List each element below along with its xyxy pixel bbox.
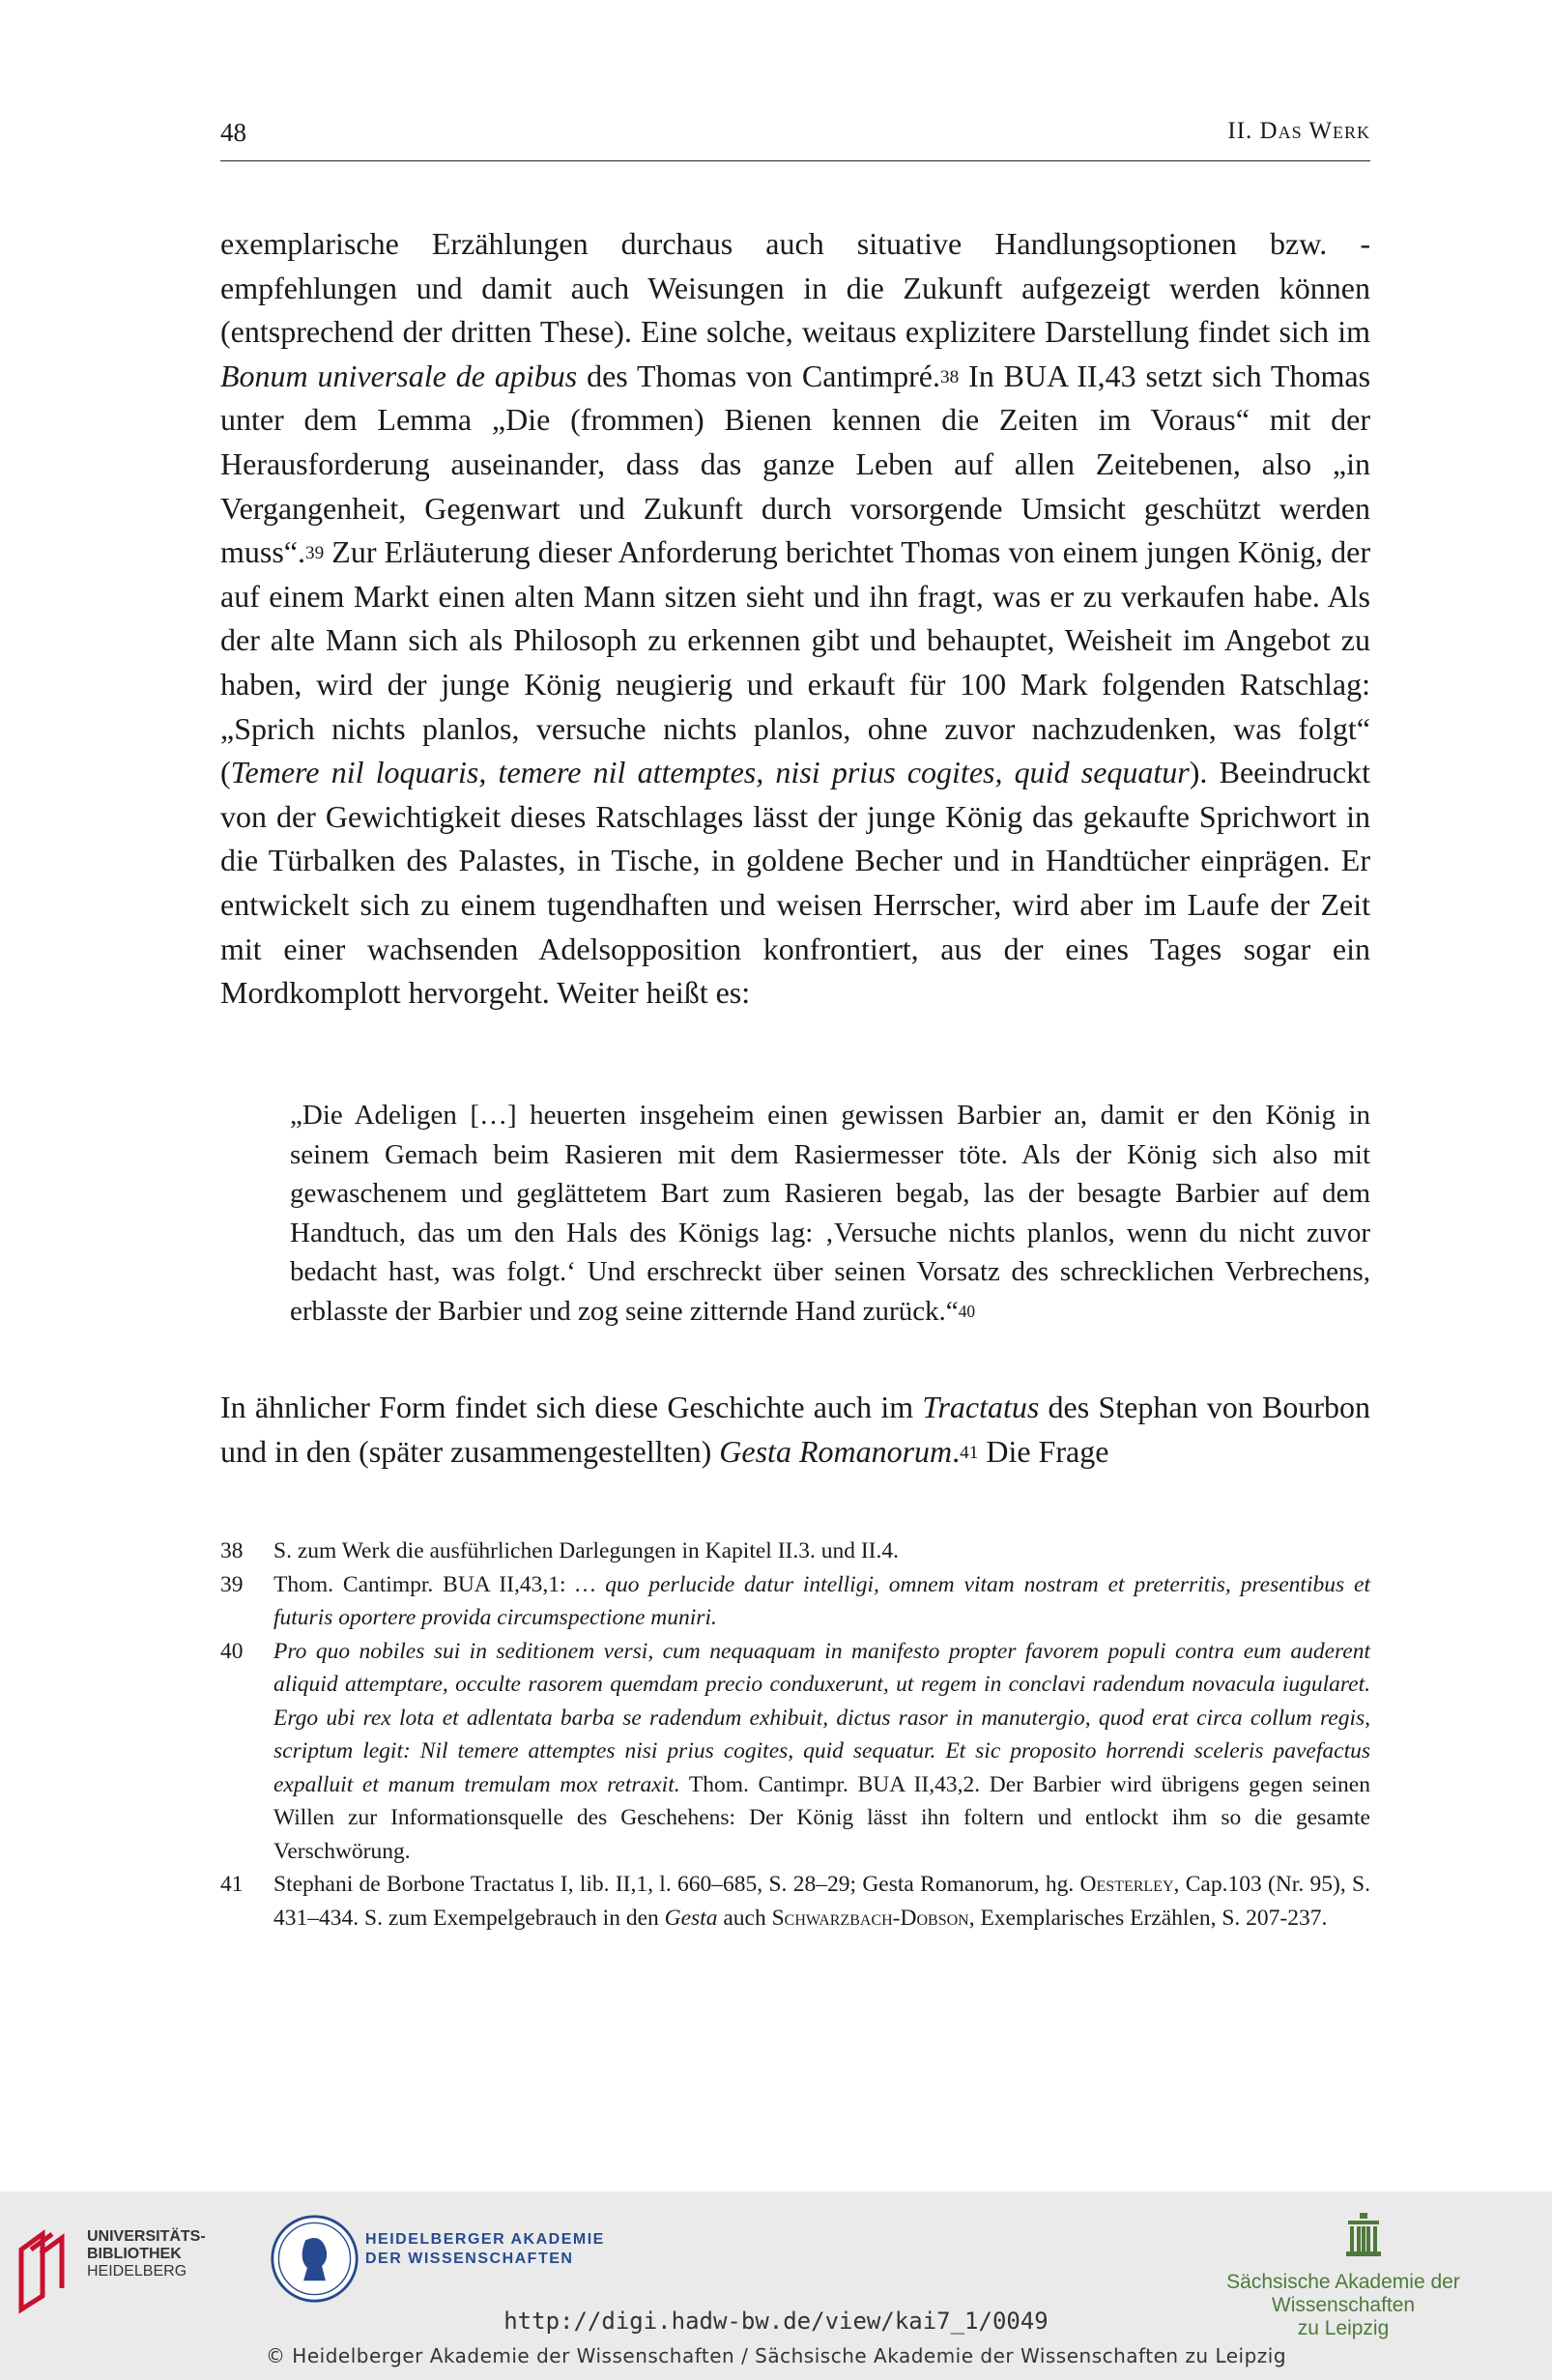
work-title: Gesta Romanorum — [719, 1433, 953, 1469]
author-name: Oesterley — [1079, 1872, 1174, 1897]
footnote-39: 39 Thom. Cantimpr. BUA II,43,1: … quo perlucide datur intelligi, omnem vitam nostram et preterritis, presentibus et futuris oportere provida circumspectione muniri. — [220, 1571, 1370, 1630]
footnote-ref-39[interactable]: 39 — [305, 543, 325, 564]
running-head: II. Das Werk — [1227, 118, 1370, 144]
footnote-ref-40[interactable]: 40 — [958, 1301, 976, 1321]
work-title: Tractatus — [922, 1390, 1040, 1424]
block-quote: „Die Adeligen […] heuerten insgeheim einen gewissen Barbier an, damit er den König in seinem Gemach beim Rasieren mit dem Rasiermesser töte. Als der König sich also mit gewaschenem und geglättetem Bart zum Rasieren begab, las der besagte Barbier auf dem Handtuch, das um den Hals des Königs lag: ‚Versuche nichts planlos, wenn du nicht zuvor bedacht hast, was folgt.‘ Und erschreckt über seinen Vorsatz des schrecklichen Verbrechens, erblasste der Barbier und zog seine zitternde Hand zurück.“$^{40}$ — [290, 1100, 1370, 1327]
copyright-notice: © Heidelberger Akademie der Wissenschaften / Sächsische Akademie der Wissenschaften zu Leipzig — [265, 2344, 1287, 2367]
author-name: Schwarzbach-Dobson — [771, 1905, 969, 1931]
footnote-40: 40 Pro quo nobiles sui in seditionem versi, cum nequaquam in manifesto propter favorem populi contra eum auderent aliquid attemptare, occulte rasorem quemdam precio conduxerunt, ut regem in conclavi radendum novacula iugularet. Ergo ubi rex lota et adlentata barba se radendum exhibuit, dictus rasor in manutergio, quod erat circa collum regis, scriptum legit: Nil temere attemptes nisi prius cogites, quid sequatur. Et sic proposito horrendi sceleris pavefactus expalluit et manum tremulam mox retraxit. Thom. Cantimpr. BUA II,43,2. Der Barbier wird übrigens gegen seinen Willen zur Informationsquelle des Geschehens: Der König lässt ihn foltern und entlockt ihm so die gesamte Verschwörung. — [220, 1638, 1370, 1864]
ub-heidelberg-name: UNIVERSITÄTS- BIBLIOTHEK HEIDELBERG — [87, 2228, 206, 2280]
footnote-ref-38[interactable]: 38 — [940, 366, 960, 387]
saw-building-icon — [1346, 2213, 1381, 2257]
page-number: 48 — [220, 118, 246, 147]
main-text-continued — [220, 1386, 1370, 1474]
saw-name: Sächsische Akademie der Wissenschaften zu Leipzig — [1226, 2271, 1460, 2339]
main-text — [220, 222, 1370, 1016]
hadw-seal-icon — [269, 2213, 360, 2305]
paragraph: In ähnlicher Form findet sich diese Geschichte auch im Tractatus des Stephan von Bourbon und in den (später zusammengestellten) Gesta Romanorum.$^{41}$ Die Frage — [220, 1390, 1371, 1469]
footnote-ref-41[interactable]: 41 — [960, 1442, 979, 1463]
page-url-link[interactable]: http://digi.hadw-bw.de/view/kai7_1/0049 — [503, 2308, 1049, 2335]
footnotes — [220, 1534, 1370, 1935]
work-title: Bonum universale de apibus — [220, 358, 578, 393]
latin-quote: Temere nil loquaris, temere nil attemptes, nisi prius cogites, quid sequatur — [230, 755, 1190, 790]
digitization-footer — [0, 2192, 1552, 2380]
footnote-38: 38 S. zum Werk die ausführlichen Darlegungen in Kapitel II.3. und II.4. — [220, 1538, 900, 1563]
page-header — [220, 118, 1370, 161]
paragraph: exemplarische Erzählungen durchaus auch situative Handlungsoptionen bzw. -empfehlungen und damit auch Weisungen in die Zukunft aufgezeigt werden können (entsprechend der dritten These). Eine solche, weitaus explizitere Darstellung findet sich im Bonum universale de apibus des Thomas von Cantimpré.$^{38}$ In BUA II,43 setzt sich Thomas unter dem Lemma „Die (frommen) Bienen kennen die Zeiten im Voraus“ mit der Herausforderung auseinander, dass das ganze Leben auf allen Zeitebenen, also „in Vergangenheit, Gegenwart und Zukunft durch vorsorgende Umsicht geschützt werden muss“.$^{39}$ Zur Erläuterung dieser Anforderung berichtet Thomas von einem jungen König, der auf einem Markt einen alten Mann sitzen sieht und ihn fragt, was er zu verkaufen habe. Als der alte Mann sich als Philosoph zu erkennen gibt und behauptet, Weisheit im Angebot zu haben, wird der junge König neugierig und erkauft für 100 Mark folgenden Ratschlag: „Sprich nichts planlos, versuche nichts planlos, ohne zuvor nachzudenken, was folgt“ (Temere nil loquaris, temere nil attemptes, nisi prius cogites, quid sequatur). Beeindruckt von der Gewichtigkeit dieses Ratschlages lässt der junge König das gekaufte Sprichwort in die Türbalken des Palastes, in Tische, in goldene Becher und in Handtücher einprägen. Er entwickelt sich zu einem tugendhaften und weisen Herrscher, wird aber im Laufe der Zeit mit einer wachsenden Adelsopposition konfrontiert, aus der eines Tages sogar ein Mordkomplott hervorgeht. Weiter heißt es: — [220, 226, 1371, 1011]
footnote-41: 41 Stephani de Borbone Tractatus I, lib. II,1, l. 660–685, S. 28–29; Gesta Romanorum, hg. Oesterley, Cap.103 (Nr. 95), S. 431–434. S. zum Exempelgebrauch in den Gesta auch Schwarzbach-Dobson, Exemplarisches Erzählen, S. 207-237. — [220, 1872, 1370, 1931]
hadw-name: HEIDELBERGER AKADEMIE DER WISSENSCHAFTEN — [365, 2231, 605, 2267]
